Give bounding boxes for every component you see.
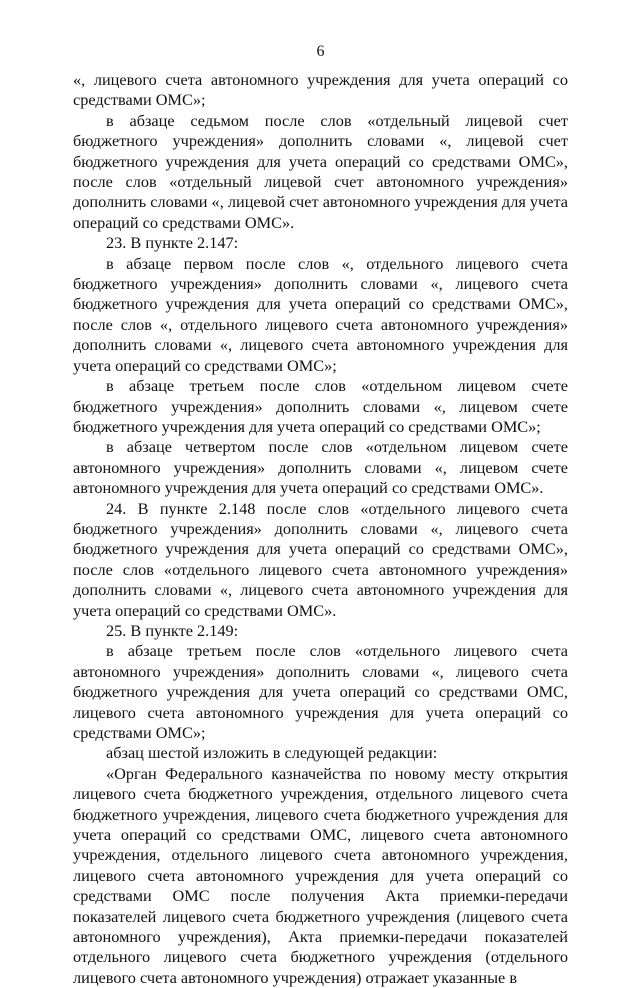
paragraph: 23. В пункте 2.147: — [106, 233, 239, 253]
paragraph: в абзаце первом после слов «, отдельного лицевого счета бюджетного учреждения» дополнить словами «, лицевого счета бюджетного учреждения для учета операций со средствами ОМС», после слов «, отдельного лицевого счета автономного учреждения» дополнить словами «, лицевого счета автономного учреждения для учета операций со средствами ОМС»; — [73, 253, 568, 375]
paragraph: 24. В пункте 2.148 после слов «отдельного лицевого счета бюджетного учреждения» дополнить словами «, лицевого счета бюджетного учреждения для учета операций со средствами ОМС», после слов «отдельного лицевого счета автономного учреждения» дополнить словами «, лицевого счета автономного учреждения для учета операций со средствами ОМС». — [73, 498, 568, 620]
paragraph: в абзаце третьем после слов «отдельного лицевого счета автономного учреждения» дополнить словами «, лицевого счета бюджетного учреждения для учета операций со средствами ОМС, лицевого счета автономного учреждения для учета операций со средствами ОМС»; — [73, 641, 568, 742]
paragraph: абзац шестой изложить в следующей редакции: — [106, 743, 438, 763]
paragraph: в абзаце третьем после слов «отдельном лицевом счете бюджетного учреждения» дополнить словами «, лицевом счете бюджетного учреждения для учета операций со средствами ОМС»; — [73, 376, 568, 436]
paragraph: «, лицевого счета автономного учреждения для учета операций со средствами ОМС»; — [73, 70, 568, 110]
paragraph: 25. В пункте 2.149: — [106, 620, 239, 640]
paragraph: в абзаце седьмом после слов «отдельный лицевой счет бюджетного учреждения» дополнить словами «, лицевой счет бюджетного учреждения для учета операций со средствами ОМС», после слов «отдельный лицевой счет автономного учреждения» дополнить словами «, лицевой счет автономного учреждения для учета операций со средствами ОМС». — [73, 110, 568, 232]
paragraph: «Орган Федерального казначейства по новому месту открытия лицевого счета бюджетного учреждения, отдельного лицевого счета бюджетного учреждения, лицевого счета бюджетного учреждения для учета операций со средствами ОМС, лицевого счета автономного учреждения, отдельного лицевого счета автономного учреждения, лицевого счета автономного учреждения для учета операций со средствами ОМС после получения Акта приемки-передачи показателей лицевого счета бюджетного учреждения (лицевого счета автономного учреждения), Акта приемки-передачи показателей отдельного лицевого счета бюджетного учреждения (отдельного лицевого счета автономного учреждения) отражает указанные в — [73, 763, 568, 987]
paragraph: в абзаце четвертом после слов «отдельном лицевом счете автономного учреждения» дополнить словами «, лицевом счете автономного учреждения для учета операций со средствами ОМС». — [73, 437, 568, 498]
page-number: 6 — [316, 43, 325, 60]
